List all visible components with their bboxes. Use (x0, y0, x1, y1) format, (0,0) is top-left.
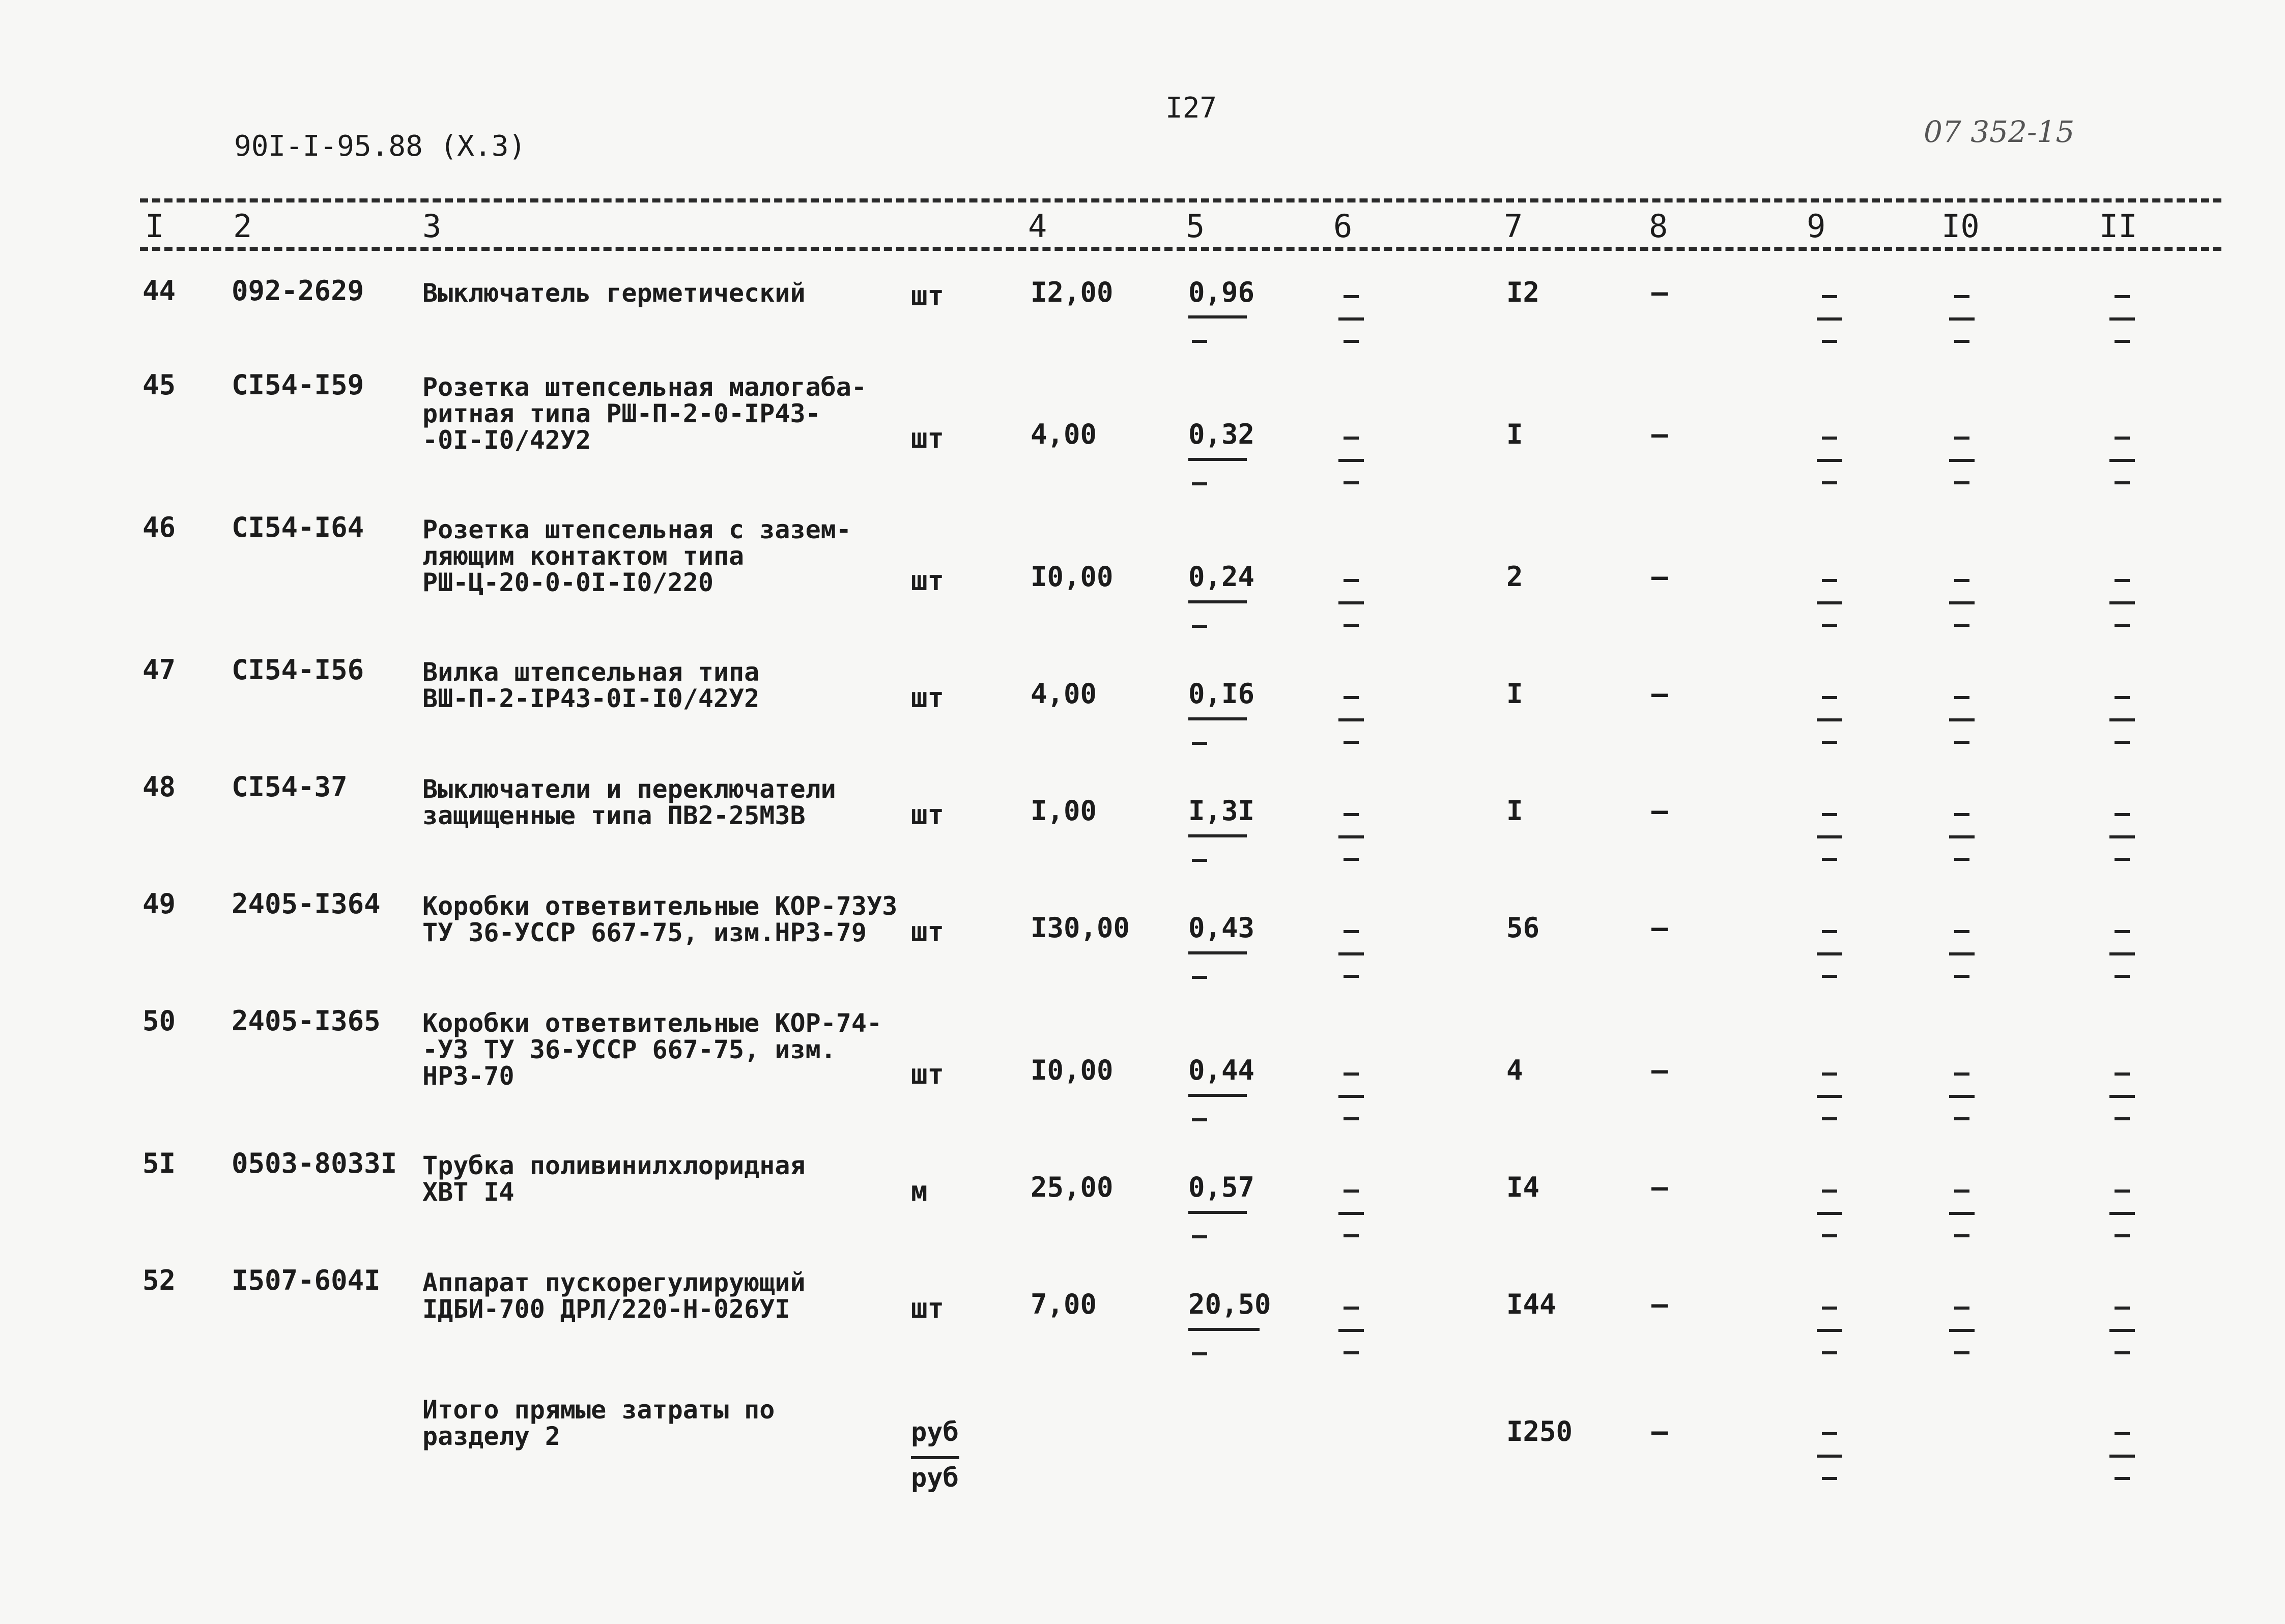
col-header-5: 5 (1186, 208, 1205, 245)
row-unit: шт (911, 1058, 945, 1090)
row-unit: шт (911, 565, 945, 597)
row-description-line: -0I-I0/42У2 (422, 425, 591, 455)
total-unit-bottom: руб (911, 1463, 959, 1493)
row-code: CI54-I64 (232, 511, 364, 543)
row-unit-price: I,3I (1188, 795, 1255, 827)
row-number: 47 (142, 654, 176, 686)
col-header-11: II (2099, 208, 2137, 245)
col6-dashes (1331, 813, 1372, 861)
col10-dashes (1941, 295, 1982, 343)
col10-dashes (1941, 930, 1982, 978)
row-unit: шт (911, 1292, 945, 1324)
row-unit: шт (911, 682, 945, 714)
row-number: 50 (142, 1005, 176, 1037)
document-code: 90I-I-95.88 (X.3) (234, 130, 526, 163)
col9-dashes (1809, 696, 1850, 744)
row-description-line: ВШ-П-2-IP43-0I-I0/42У2 (422, 684, 760, 713)
price-fraction-dash (1192, 1235, 1207, 1238)
price-fraction-line (1188, 1211, 1247, 1214)
table-top-rule (140, 198, 2221, 202)
row-col7-value: I (1506, 678, 1523, 710)
row-unit-price: 0,24 (1188, 561, 1255, 593)
row-number: 49 (142, 888, 176, 920)
row-col8-value: – (1651, 912, 1668, 944)
price-fraction-dash (1192, 976, 1207, 979)
col11-dashes (2102, 930, 2143, 978)
row-quantity: 25,00 (1031, 1171, 1113, 1203)
col11-dashes (2102, 579, 2143, 627)
col11-dashes (2102, 437, 2143, 484)
row-col7-value: I44 (1506, 1288, 1556, 1320)
row-unit-price: 0,I6 (1188, 678, 1255, 710)
col-header-1: I (145, 208, 164, 245)
col9-dashes (1809, 437, 1850, 484)
row-unit-price: 0,96 (1188, 276, 1255, 308)
col-header-2: 2 (233, 208, 252, 245)
row-code: CI54-I56 (232, 654, 364, 686)
row-quantity: I0,00 (1031, 561, 1113, 593)
col9-dashes (1809, 295, 1850, 343)
row-col8-value: – (1651, 1288, 1668, 1320)
price-fraction-dash (1192, 340, 1207, 343)
total-unit-top: руб (911, 1417, 959, 1447)
table-header-rule (140, 247, 2221, 251)
row-col7-value: I (1506, 795, 1523, 827)
price-fraction-dash (1192, 742, 1207, 745)
total-unit-fraction-line (911, 1456, 959, 1459)
col6-dashes (1331, 1072, 1372, 1120)
row-quantity: I,00 (1031, 795, 1097, 827)
col9-dashes (1809, 1072, 1850, 1120)
price-fraction-dash (1192, 625, 1207, 628)
row-number: 46 (142, 511, 176, 543)
col6-dashes (1331, 295, 1372, 343)
row-unit-price: 0,32 (1188, 418, 1255, 450)
row-number: 52 (142, 1264, 176, 1296)
col10-dashes (1941, 1190, 1982, 1237)
col9-dashes (1809, 1190, 1850, 1237)
total-col8-value: – (1651, 1415, 1668, 1447)
col6-dashes (1331, 1190, 1372, 1237)
row-description-line: -УЗ ТУ 36-УССР 667-75, изм. (422, 1035, 836, 1064)
row-number: 45 (142, 369, 176, 401)
col-header-8: 8 (1649, 208, 1668, 245)
col9-dashes (1809, 813, 1850, 861)
row-description-line: Трубка поливинилхлоридная (422, 1151, 806, 1180)
col10-dashes (1941, 696, 1982, 744)
row-unit-price: 20,50 (1188, 1288, 1271, 1320)
page-number: I27 (1165, 92, 1217, 125)
row-code: 0503-8033I (232, 1147, 397, 1179)
price-fraction-line (1188, 717, 1247, 720)
row-number: 44 (142, 275, 176, 307)
total-col9-dashes (1809, 1432, 1850, 1480)
row-description-line: защищенные типа ПВ2-25МЗВ (422, 801, 806, 830)
row-unit: шт (911, 916, 945, 948)
row-description-line: Коробки ответвительные КОР-74- (422, 1008, 882, 1038)
total-description-line: Итого прямые затраты по (422, 1395, 775, 1425)
row-quantity: 4,00 (1031, 678, 1097, 710)
total-col11-dashes (2102, 1432, 2143, 1480)
row-col7-value: 56 (1506, 912, 1540, 944)
row-col8-value: – (1651, 1171, 1668, 1203)
row-col8-value: – (1651, 418, 1668, 450)
col6-dashes (1331, 437, 1372, 484)
price-fraction-line (1188, 834, 1247, 837)
row-unit: м (911, 1175, 928, 1207)
row-description-line: ХВТ I4 (422, 1177, 515, 1207)
price-fraction-dash (1192, 1118, 1207, 1121)
row-col7-value: 2 (1506, 561, 1523, 593)
col9-dashes (1809, 930, 1850, 978)
row-quantity: 7,00 (1031, 1288, 1097, 1320)
col6-dashes (1331, 1307, 1372, 1354)
row-description-line: Розетка штепсельная с зазем- (422, 515, 851, 544)
col11-dashes (2102, 696, 2143, 744)
price-fraction-dash (1192, 859, 1207, 862)
col11-dashes (2102, 295, 2143, 343)
row-description-line: Розетка штепсельная малогаба- (422, 372, 867, 402)
total-description-line: разделу 2 (422, 1422, 560, 1451)
col11-dashes (2102, 1072, 2143, 1120)
row-number: 5I (142, 1147, 176, 1179)
price-fraction-dash (1192, 482, 1207, 485)
row-col7-value: 4 (1506, 1054, 1523, 1086)
col-header-9: 9 (1807, 208, 1826, 245)
price-fraction-line (1188, 458, 1247, 461)
row-description-line: ТУ 36-УССР 667-75, изм.НРЗ-79 (422, 918, 867, 947)
col9-dashes (1809, 1307, 1850, 1354)
row-description-line: РШ-Ц-20-0-0I-I0/220 (422, 568, 713, 597)
price-fraction-dash (1192, 1352, 1207, 1355)
col10-dashes (1941, 813, 1982, 861)
row-col8-value: – (1651, 276, 1668, 308)
col10-dashes (1941, 437, 1982, 484)
row-code: CI54-I59 (232, 369, 364, 401)
row-code: CI54-37 (232, 771, 348, 803)
row-code: 2405-I365 (232, 1005, 381, 1037)
col11-dashes (2102, 1190, 2143, 1237)
row-description-line: IДБИ-700 ДРЛ/220-Н-026УI (422, 1294, 790, 1324)
row-unit: шт (911, 799, 945, 831)
row-code: 2405-I364 (232, 888, 381, 920)
col6-dashes (1331, 579, 1372, 627)
col10-dashes (1941, 579, 1982, 627)
total-col7-value: I250 (1506, 1415, 1573, 1447)
row-description-line: Выключатель герметический (422, 278, 806, 308)
row-quantity: 4,00 (1031, 418, 1097, 450)
row-description-line: ритная типа РШ-П-2-0-IP43- (422, 399, 821, 428)
col-header-7: 7 (1504, 208, 1523, 245)
row-code: I507-604I (232, 1264, 381, 1296)
row-col7-value: I4 (1506, 1171, 1540, 1203)
row-quantity: I30,00 (1031, 912, 1130, 944)
row-description-line: ляющим контактом типа (422, 541, 745, 571)
price-fraction-line (1188, 1328, 1260, 1331)
row-col8-value: – (1651, 795, 1668, 827)
handwritten-note: 07 352-15 (1924, 114, 2075, 149)
price-fraction-line (1188, 1094, 1247, 1097)
row-quantity: I2,00 (1031, 276, 1113, 308)
row-unit-price: 0,57 (1188, 1171, 1255, 1203)
row-description-line: Вилка штепсельная типа (422, 657, 760, 687)
row-unit-price: 0,43 (1188, 912, 1255, 944)
row-col7-value: I (1506, 418, 1523, 450)
row-col8-value: – (1651, 561, 1668, 593)
row-code: 092-2629 (232, 275, 364, 307)
col6-dashes (1331, 930, 1372, 978)
row-description-line: Выключатели и переключатели (422, 774, 836, 804)
col-header-3: 3 (422, 208, 442, 245)
price-fraction-line (1188, 315, 1247, 318)
row-unit: шт (911, 280, 945, 312)
row-description-line: Аппарат пускорегулирующий (422, 1268, 806, 1297)
col6-dashes (1331, 696, 1372, 744)
row-unit: шт (911, 422, 945, 454)
row-quantity: I0,00 (1031, 1054, 1113, 1086)
col9-dashes (1809, 579, 1850, 627)
col11-dashes (2102, 813, 2143, 861)
price-fraction-line (1188, 600, 1247, 603)
col11-dashes (2102, 1307, 2143, 1354)
price-fraction-line (1188, 951, 1247, 954)
col10-dashes (1941, 1072, 1982, 1120)
row-description-line: Коробки ответвительные КОР-73УЗ (422, 891, 898, 921)
row-description-line: НРЗ-70 (422, 1061, 515, 1091)
col-header-4: 4 (1028, 208, 1047, 245)
row-col8-value: – (1651, 1054, 1668, 1086)
col-header-6: 6 (1333, 208, 1353, 245)
row-number: 48 (142, 771, 176, 803)
col-header-10: I0 (1941, 208, 1980, 245)
row-unit-price: 0,44 (1188, 1054, 1255, 1086)
col10-dashes (1941, 1307, 1982, 1354)
row-col8-value: – (1651, 678, 1668, 710)
row-col7-value: I2 (1506, 276, 1540, 308)
